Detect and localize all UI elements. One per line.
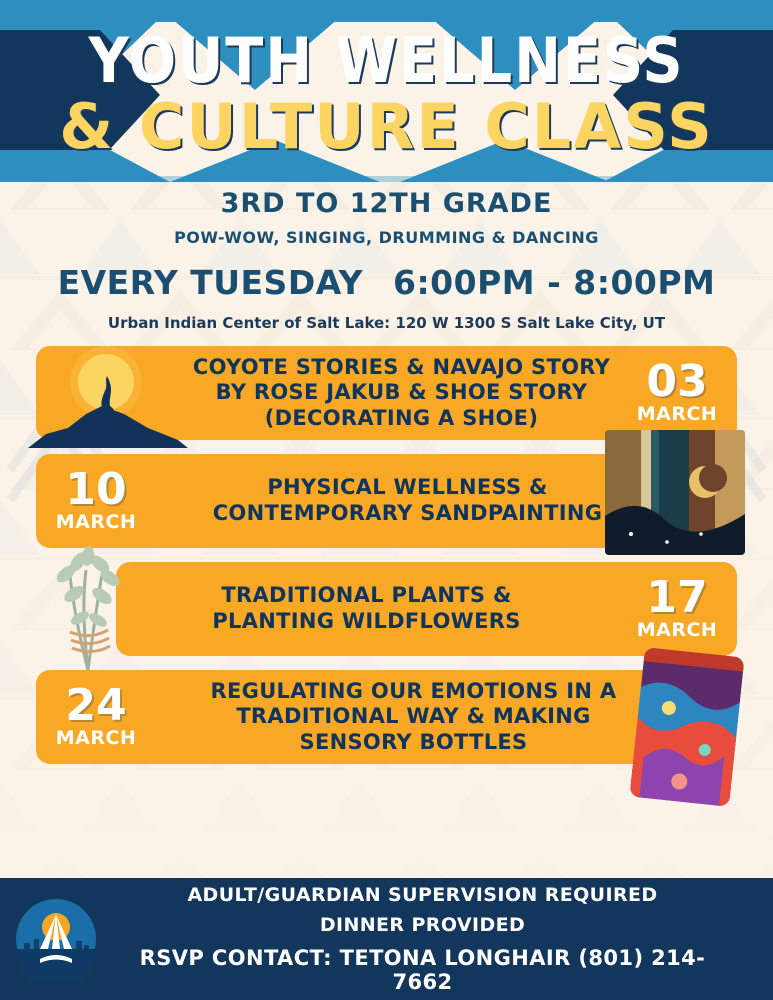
venue-address: Urban Indian Center of Salt Lake: 120 W 1300 S Salt Lake City, UT [107, 314, 666, 332]
meeting-time: 6:00PM - 8:00PM [393, 263, 716, 302]
footer-text-block [112, 884, 773, 994]
event-line-2: TRADITIONAL WAY & MAKING [236, 704, 591, 729]
howling-wolf-icon [28, 336, 188, 448]
supervision-notice: ADULT/GUARDIAN SUPERVISION REQUIRED [187, 884, 658, 906]
event-line-1: REGULATING OUR EMOTIONS IN A [210, 678, 617, 703]
event-line-3: (DECORATING A SHOE) [264, 405, 539, 430]
event-description [156, 671, 671, 764]
dinner-notice: DINNER PROVIDED [319, 914, 526, 936]
event-card [36, 454, 659, 548]
event-line-2: BY ROSE JAKUB & SHOE STORY [215, 380, 588, 405]
grade-range: 3RD TO 12TH GRADE [220, 188, 553, 219]
event-date [617, 572, 737, 641]
rsvp-contact: RSVP CONTACT: TETONA LONGHAIR (801) 214-7662 [139, 946, 706, 994]
event-line-1: COYOTE STORIES & NAVAJO STORY [192, 354, 611, 379]
event-description [186, 347, 617, 440]
event-line-1: PHYSICAL WELLNESS & [267, 475, 548, 500]
event-date [36, 680, 156, 749]
subheader-info [0, 188, 773, 332]
event-date-number: 03 [646, 356, 708, 408]
event-line-3: SENSORY BOTTLES [299, 729, 528, 754]
event-line-1: TRADITIONAL PLANTS & [221, 583, 512, 608]
event-date [617, 356, 737, 425]
event-schedule-list [0, 346, 773, 764]
event-row [36, 454, 737, 548]
event-row [36, 670, 737, 764]
header-banner [0, 0, 773, 182]
sensory-bottle-icon [629, 647, 744, 807]
event-date-number: 24 [65, 680, 127, 732]
urban-indian-center-logo [14, 897, 98, 981]
event-description [156, 467, 659, 534]
event-description [116, 575, 617, 642]
schedule-time-row [0, 263, 773, 302]
sandpainting-icon [605, 430, 745, 555]
event-row [36, 562, 737, 656]
event-date [36, 464, 156, 533]
event-row [36, 346, 737, 440]
title-line-1: YOUTH WELLNESS [88, 24, 685, 97]
event-card [36, 670, 671, 764]
event-date-month: MARCH [636, 402, 718, 425]
event-date-number: 17 [646, 572, 708, 624]
activities-list: POW-WOW, SINGING, DRUMMING & DANCING [174, 228, 599, 247]
event-date-number: 10 [65, 464, 127, 516]
footer-bar [0, 878, 773, 1000]
organization-logo-wrap [0, 897, 112, 981]
event-line-2: PLANTING WILDFLOWERS [212, 609, 521, 633]
poster-title [0, 24, 773, 163]
event-line-2: CONTEMPORARY SANDPAINTING [212, 501, 603, 525]
sage-bundle-icon [30, 540, 148, 680]
event-card [116, 562, 737, 656]
event-date-month: MARCH [55, 726, 137, 749]
meeting-day: EVERY TUESDAY [57, 263, 363, 302]
event-date-month: MARCH [636, 618, 718, 641]
event-date-month: MARCH [55, 510, 137, 533]
title-line-2: & CULTURE CLASS [59, 90, 714, 163]
